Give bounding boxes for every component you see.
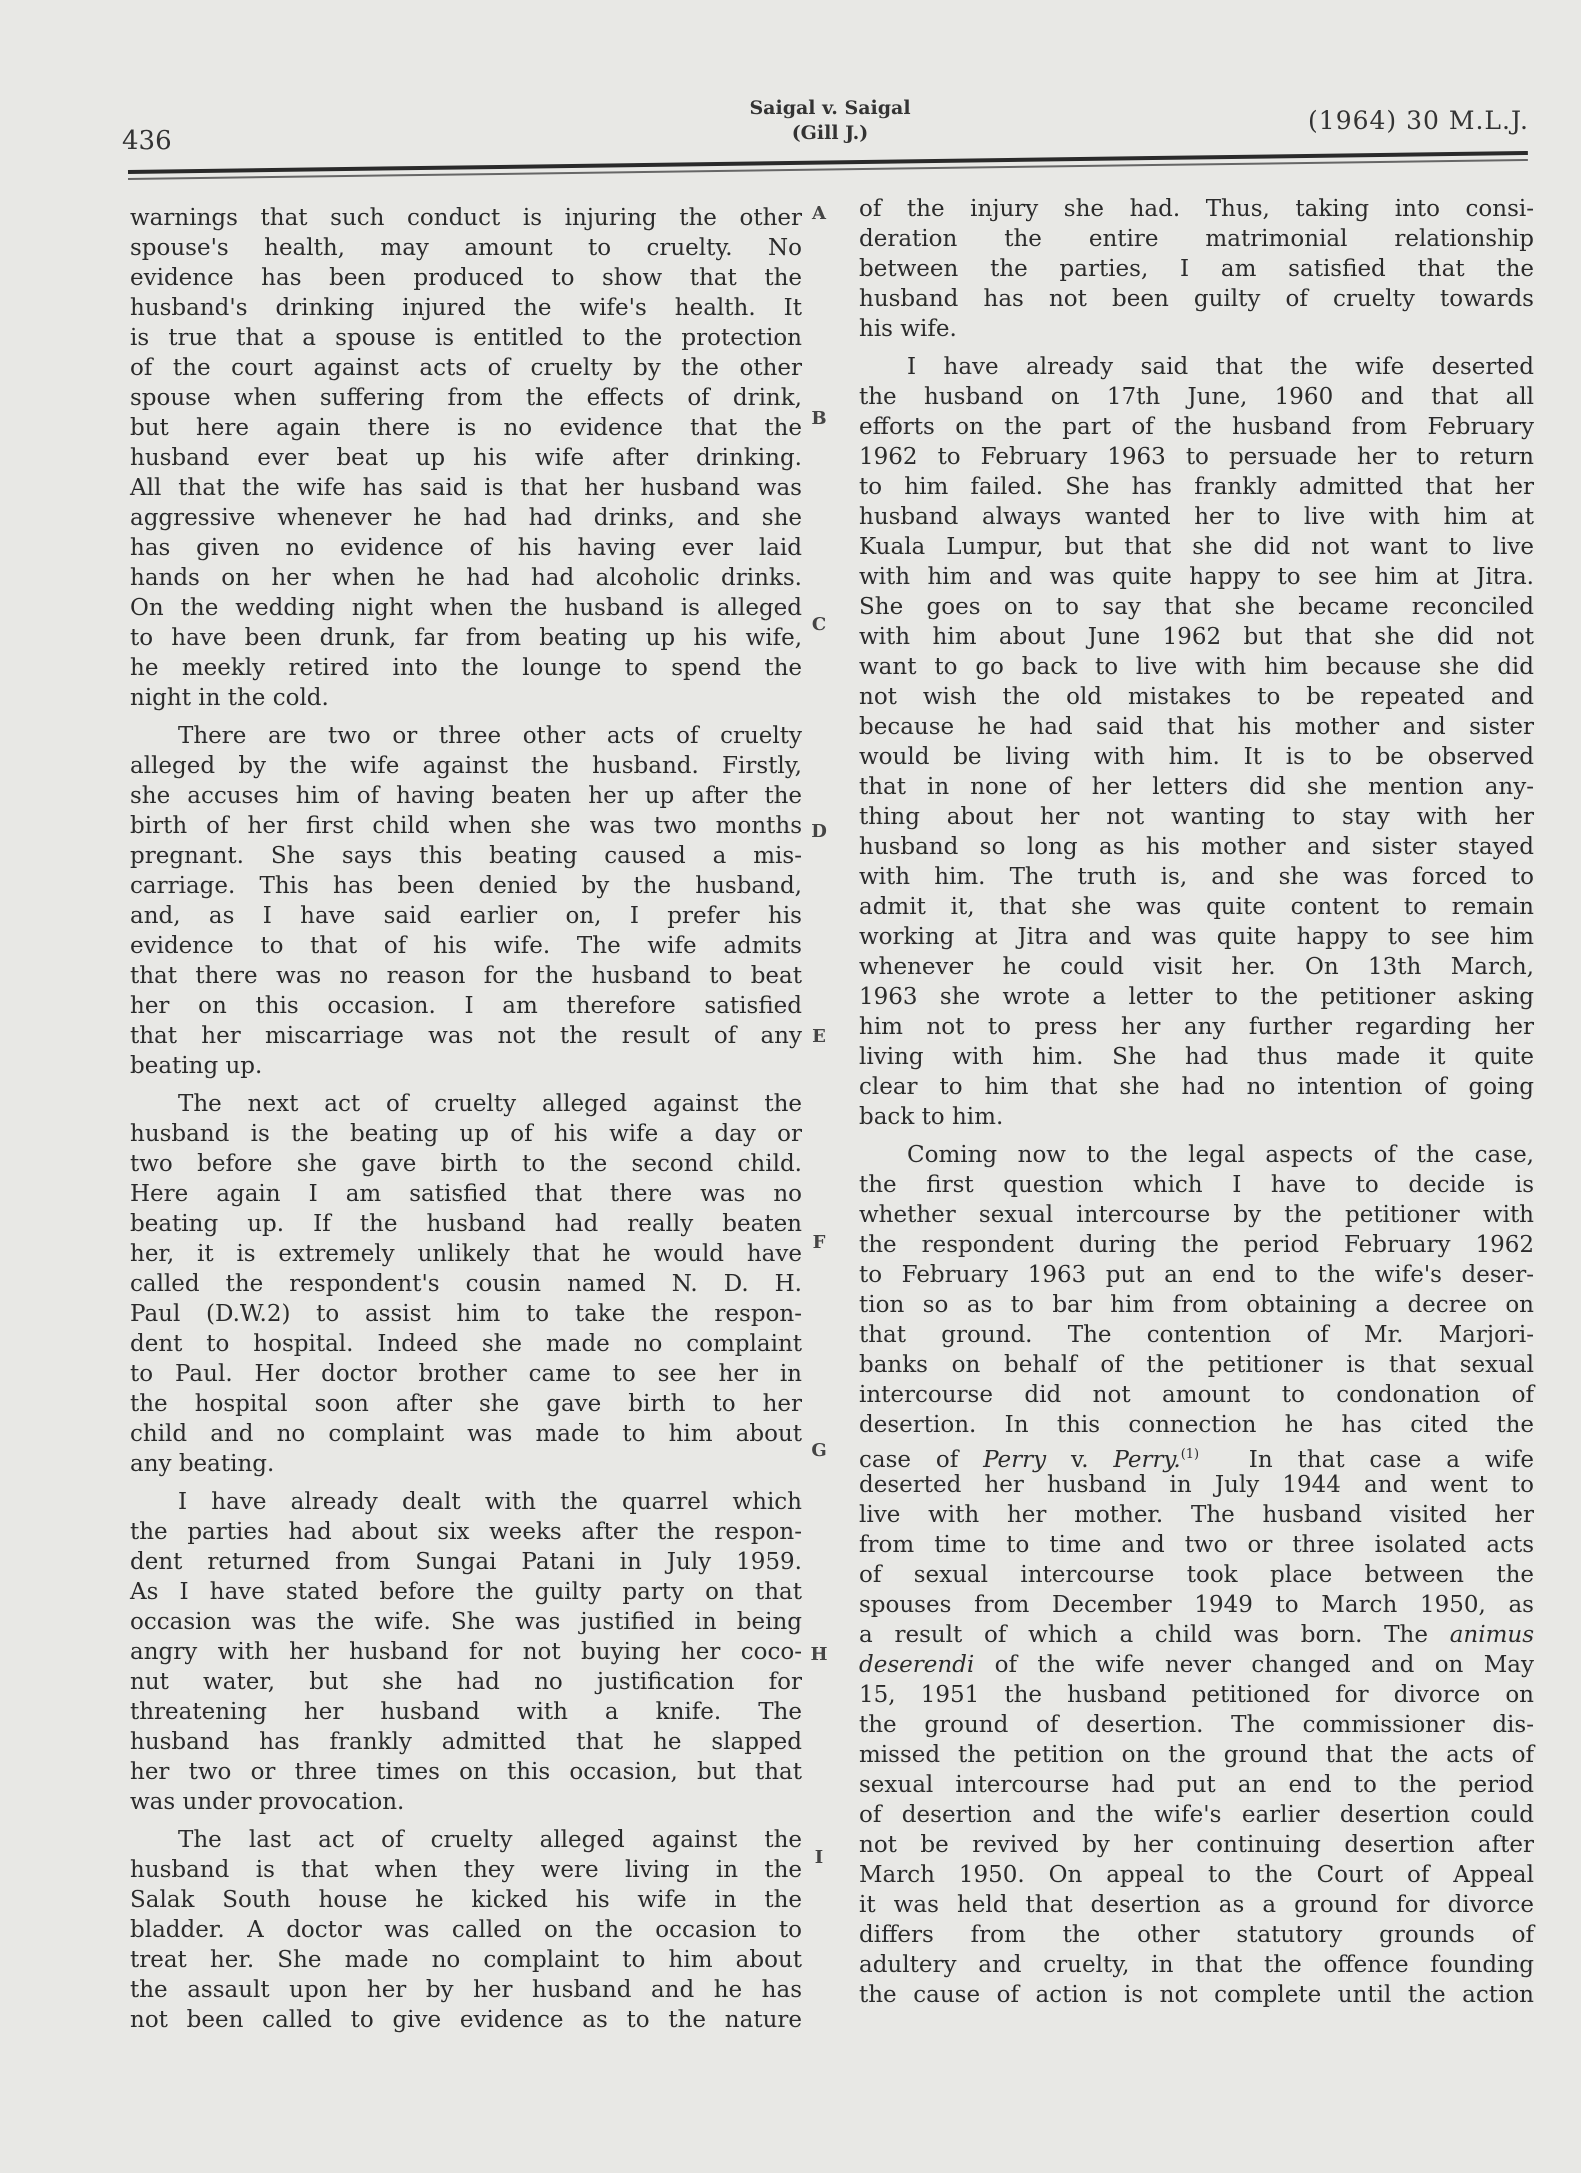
text-line: admit it, that she was quite content to remain (859, 894, 1534, 920)
text-line: living with him. She had thus made it quite (859, 1044, 1534, 1070)
text-line: husband is the beating up of his wife a day or (130, 1121, 802, 1147)
text-line: aggressive whenever he had had drinks, and she (130, 505, 802, 531)
text-line: with him and was quite happy to see him at Jitra. (859, 564, 1534, 590)
text-line: evidence has been produced to show that the (130, 265, 802, 291)
text-line: to February 1963 put an end to the wife's deser- (859, 1262, 1534, 1288)
judge-name: (Gill J.) (791, 122, 869, 144)
paragraph (130, 721, 802, 1081)
text-line: deration the entire matrimonial relationship (859, 226, 1534, 252)
text-line: two before she gave birth to the second child. (130, 1151, 802, 1177)
text-line: nut water, but she had no justification for (130, 1669, 802, 1695)
report-citation: (1964) 30 M.L.J. (1308, 106, 1529, 135)
text-line: back to him. (859, 1104, 1004, 1130)
page-number: 436 (122, 126, 172, 156)
text-line: child and no complaint was made to him about (130, 1421, 802, 1447)
text-line: She goes on to say that she became reconciled (859, 594, 1534, 620)
text-line: not wish the old mistakes to be repeated and (859, 684, 1534, 710)
text-line: her two or three times on this occasion, but that (130, 1759, 802, 1785)
text-line: because he had said that his mother and sister (859, 714, 1534, 740)
text-line: missed the petition on the ground that the acts of (859, 1742, 1534, 1768)
text-line: The last act of cruelty alleged against the (178, 1827, 802, 1853)
text-line: Here again I am satisfied that there was no (130, 1181, 802, 1207)
text-line: efforts on the part of the husband from February (859, 414, 1534, 440)
text-line: spouse when suffering from the effects of drink, (130, 385, 802, 411)
text-line: sexual intercourse had put an end to the period (859, 1772, 1534, 1798)
right-column (859, 194, 1534, 2018)
text-line: Coming now to the legal aspects of the case, (907, 1142, 1534, 1168)
text-line: banks on behalf of the petitioner is that sexual (859, 1352, 1534, 1378)
text-line: warnings that such conduct is injuring the other (130, 205, 802, 231)
text-line: husband has not been guilty of cruelty towards (859, 286, 1534, 312)
text-line: 1962 to February 1963 to persuade her to return (859, 444, 1534, 470)
margin-letter: B (811, 408, 827, 429)
text-line: between the parties, I am satisfied that the (859, 256, 1534, 282)
text-line: birth of her first child when she was two months (130, 813, 802, 839)
text-line: with him about June 1962 but that she did not (859, 624, 1534, 650)
text-line: threatening her husband with a knife. The (130, 1699, 802, 1725)
text-line: husband always wanted her to live with him at (859, 504, 1534, 530)
text-line: dent to hospital. Indeed she made no complaint (130, 1331, 802, 1357)
text-line: Kuala Lumpur, but that she did not want to live (859, 534, 1534, 560)
text-line: All that the wife has said is that her husband was (130, 475, 802, 501)
text-line: husband so long as his mother and sister stayed (859, 834, 1534, 860)
text-line: whether sexual intercourse by the petitioner with (859, 1202, 1534, 1228)
text-line: differs from the other statutory grounds of (859, 1922, 1534, 1948)
text-line: with him. The truth is, and she was forced to (859, 864, 1534, 890)
text-line: night in the cold. (130, 685, 329, 711)
text-line: dent returned from Sungai Patani in July 1959. (130, 1549, 802, 1575)
text-line: carriage. This has been denied by the husband, (130, 873, 802, 899)
margin-letter: F (812, 1232, 826, 1253)
text-line: the assault upon her by her husband and he has (130, 1977, 802, 2003)
text-line: but here again there is no evidence that the (130, 415, 802, 441)
margin-letter: D (811, 821, 827, 842)
text-line: There are two or three other acts of cruelty (178, 723, 802, 749)
text-line: On the wedding night when the husband is alleged (130, 595, 802, 621)
text-line: of sexual intercourse took place between the (859, 1562, 1534, 1588)
text-segment: case of (859, 1447, 984, 1473)
text-line: it was held that desertion as a ground for divorce (859, 1892, 1534, 1918)
text-line: that her miscarriage was not the result of any (130, 1023, 802, 1049)
text-line: of the injury she had. Thus, taking into consi- (859, 196, 1534, 222)
text-line: I have already dealt with the quarrel which (178, 1489, 802, 1515)
footnote-ref: (1) (1180, 1447, 1200, 1462)
text-line: adultery and cruelty, in that the offence founding (859, 1952, 1534, 1978)
margin-letter: C (811, 614, 827, 635)
text-line (859, 1620, 1534, 1650)
margin-letter: E (812, 1026, 826, 1047)
text-line: to Paul. Her doctor brother came to see her in (130, 1361, 802, 1387)
paragraph (130, 1825, 802, 2035)
text-line: desertion. In this connection he has cited the (859, 1412, 1534, 1438)
text-line: live with her mother. The husband visited her (859, 1502, 1534, 1528)
text-line: to have been drunk, far from beating up his wife, (130, 625, 802, 651)
italic-text: deserendi (859, 1652, 975, 1678)
text-line: the cause of action is not complete until the action (859, 1982, 1534, 2008)
italic-text: animus (1449, 1622, 1534, 1648)
case-title: Saigal v. Saigal (749, 97, 911, 119)
text-line: the parties had about six weeks after the respon- (130, 1519, 802, 1545)
text-line: bladder. A doctor was called on the occasion to (130, 1917, 802, 1943)
text-line: beating up. If the husband had really beaten (130, 1211, 802, 1237)
text-line: any beating. (130, 1451, 275, 1477)
text-line: the hospital soon after she gave birth to her (130, 1391, 802, 1417)
text-line: would be living with him. It is to be observed (859, 744, 1534, 770)
text-line: husband is that when they were living in the (130, 1857, 802, 1883)
text-line: March 1950. On appeal to the Court of Appeal (859, 1862, 1534, 1888)
text-line: spouses from December 1949 to March 1950, as (859, 1592, 1534, 1618)
text-line: and, as I have said earlier on, I prefer his (130, 903, 802, 929)
paragraph (859, 352, 1534, 1132)
text-line: is true that a spouse is entitled to the protection (130, 325, 802, 351)
text-line: pregnant. She says this beating caused a mis- (130, 843, 802, 869)
text-line: called the respondent's cousin named N. D. H. (130, 1271, 802, 1297)
margin-letter: I (814, 1847, 824, 1868)
text-line: husband's drinking injured the wife's health. It (130, 295, 802, 321)
text-line: treat her. She made no complaint to him about (130, 1947, 802, 1973)
text-line: that in none of her letters did she mention any- (859, 774, 1534, 800)
text-line: has given no evidence of his having ever laid (130, 535, 802, 561)
text-line: her, it is extremely unlikely that he would have (130, 1241, 802, 1267)
text-line: hands on her when he had had alcoholic drinks. (130, 565, 802, 591)
text-line: husband has frankly admitted that he slapped (130, 1729, 802, 1755)
text-line: not be revived by her continuing desertion after (859, 1832, 1534, 1858)
text-line: I have already said that the wife deserted (907, 354, 1534, 380)
text-line: tion so as to bar him from obtaining a decree on (859, 1292, 1534, 1318)
text-line: to him failed. She has frankly admitted that her (859, 474, 1534, 500)
paragraph (130, 1089, 802, 1479)
text-line: beating up. (130, 1053, 263, 1079)
text-segment: of the wife never changed and on May (974, 1652, 1534, 1678)
text-line: his wife. (859, 316, 957, 342)
paragraph (130, 203, 802, 713)
text-line: was under provocation. (130, 1789, 405, 1815)
text-line: Paul (D.W.2) to assist him to take the respon- (130, 1301, 802, 1327)
margin-letter: A (812, 203, 826, 224)
text-segment: a result of which a child was born. The (859, 1622, 1450, 1648)
text-line: she accuses him of having beaten her up after the (130, 783, 802, 809)
text-line: thing about her not wanting to stay with her (859, 804, 1534, 830)
text-line: 15, 1951 the husband petitioned for divorce on (859, 1682, 1534, 1708)
text-line (859, 1440, 1534, 1473)
text-line: from time to time and two or three isolated acts (859, 1532, 1534, 1558)
text-line: Salak South house he kicked his wife in the (130, 1887, 802, 1913)
running-title (700, 96, 960, 146)
text-line: clear to him that she had no intention of going (859, 1074, 1534, 1100)
text-line: evidence to that of his wife. The wife admits (130, 933, 802, 959)
text-segment: In that case a wife (1199, 1447, 1534, 1473)
text-line: that ground. The contention of Mr. Marjori- (859, 1322, 1534, 1348)
text-line: him not to press her any further regarding her (859, 1014, 1534, 1040)
text-line (859, 1650, 1534, 1680)
text-line: As I have stated before the guilty party on that (130, 1579, 802, 1605)
paragraph (859, 1140, 1534, 2010)
text-segment: v. (1046, 1447, 1114, 1473)
text-line: want to go back to live with him because she did (859, 654, 1534, 680)
text-line: that there was no reason for the husband to beat (130, 963, 802, 989)
text-line: alleged by the wife against the husband. Firstly, (130, 753, 802, 779)
text-line: occasion was the wife. She was justified in being (130, 1609, 802, 1635)
text-line: intercourse did not amount to condonation of (859, 1382, 1534, 1408)
text-line: of desertion and the wife's earlier desertion could (859, 1802, 1534, 1828)
paragraph (130, 1487, 802, 1817)
text-line: the respondent during the period February 1962 (859, 1232, 1534, 1258)
text-line: the ground of desertion. The commissioner dis- (859, 1712, 1534, 1738)
text-line: whenever he could visit her. On 13th March, (859, 954, 1534, 980)
text-line: he meekly retired into the lounge to spend the (130, 655, 802, 681)
text-line: The next act of cruelty alleged against the (178, 1091, 802, 1117)
text-line: the husband on 17th June, 1960 and that all (859, 384, 1534, 410)
margin-letter: H (810, 1644, 828, 1665)
text-line: husband ever beat up his wife after drinking. (130, 445, 802, 471)
margin-letter: G (811, 1440, 827, 1461)
italic-text: Perry. (1113, 1447, 1181, 1473)
text-line: 1963 she wrote a letter to the petitioner asking (859, 984, 1534, 1010)
text-line: of the court against acts of cruelty by the other (130, 355, 802, 381)
text-line: the first question which I have to decide is (859, 1172, 1534, 1198)
text-line: not been called to give evidence as to the nature (130, 2007, 802, 2033)
italic-text: Perry (983, 1447, 1047, 1473)
text-line: working at Jitra and was quite happy to see him (859, 924, 1534, 950)
paragraph (859, 194, 1534, 344)
text-line: spouse's health, may amount to cruelty. No (130, 235, 802, 261)
text-line: her on this occasion. I am therefore satisfied (130, 993, 802, 1019)
left-column (130, 203, 802, 2043)
text-line: deserted her husband in July 1944 and went to (859, 1472, 1534, 1498)
text-line: angry with her husband for not buying her coco- (130, 1639, 802, 1665)
